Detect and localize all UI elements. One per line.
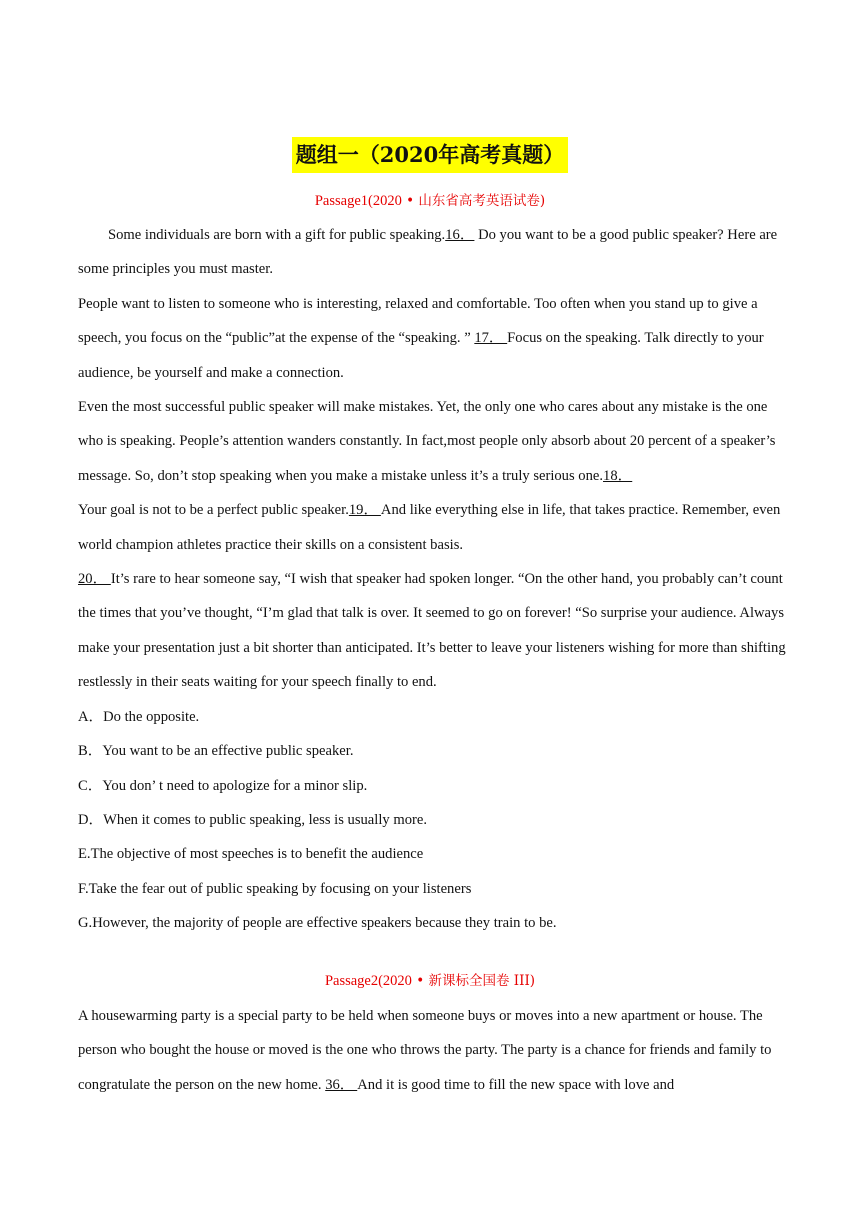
paragraph-text: And it is good time to fill the new space with love and bbox=[357, 1076, 675, 1093]
passage1-paragraph bbox=[78, 562, 788, 700]
option-a: A．Do the opposite. bbox=[78, 708, 200, 725]
passage2-body bbox=[78, 999, 788, 1102]
paragraph-text: Do you want to be a good public speaker? Here are some principles you must master. bbox=[78, 227, 778, 278]
blank-18: 18． bbox=[603, 467, 633, 484]
title-wrap bbox=[0, 137, 860, 173]
paragraph-text: And like everything else in life, that takes practice. Remember, even world champion athletes practice their skills on a consistent basis. bbox=[78, 502, 781, 553]
passage2-paragraph bbox=[78, 999, 788, 1102]
option-d: D．When it comes to public speaking, less is usually more. bbox=[78, 811, 427, 828]
option-g: G.However, the majority of people are effective speakers because they train to be. bbox=[78, 915, 557, 932]
passage2-heading bbox=[0, 971, 860, 991]
blank-17: 17． bbox=[474, 330, 508, 347]
paragraph-text: People want to listen to someone who is interesting, relaxed and comfortable. Too often when you stand up to give a speech, you focus on the “public”at the expense of the “speaking. ” bbox=[78, 295, 758, 347]
passage2-heading-name: Passage2(2020 bbox=[324, 973, 412, 989]
option-f: F.Take the fear out of public speaking by focusing on your listeners bbox=[78, 880, 472, 897]
blank-36: 36． bbox=[325, 1076, 358, 1093]
passage1-paragraph bbox=[78, 287, 788, 390]
passage1-body bbox=[78, 218, 788, 941]
paragraph-text: A housewarming party is a special party to be held when someone buys or moves into a new apartment or house. The person who bought the house or moved is the one who throws the party. The party is a chance for friends and family to congratulate the person on the new home. bbox=[78, 1008, 772, 1093]
blank-19: 19． bbox=[348, 502, 381, 519]
blank-20: 20． bbox=[78, 571, 111, 588]
paragraph-text: Even the most successful public speaker will make mistakes. Yet, the only one who cares about any mistake is the one who is speaking. People’s attention wanders constantly. In fact,most people only absorb about 20 percent of a speaker’s message. So, don’t stop speaking when you make a mistake unless it’s a truly serious one. bbox=[78, 399, 776, 484]
option-b: B．You want to be an effective public speaker. bbox=[78, 743, 354, 760]
passage1-paragraph bbox=[78, 493, 788, 562]
paragraph-text: It’s rare to hear someone say, “I wish that speaker had spoken longer. “On the other hand, you probably can’t count the times that you’ve thought, “I’m glad that talk is over. It seemed to go on forever! “So surprise your audience. Always make your presentation just a bit shorter than anticipated. It’s better to leave your listeners wishing for more than shifting restlessly in their seats waiting for your speech finally to end. bbox=[78, 571, 786, 691]
passage1-paragraph bbox=[78, 218, 788, 287]
passage1-paragraph bbox=[78, 390, 788, 493]
paragraph-text: Some individuals are born with a gift for public speaking. bbox=[108, 227, 446, 243]
passage1-heading-source: • 山东省高考英语试卷) bbox=[401, 193, 546, 209]
passage1-heading-name: Passage1(2020 bbox=[314, 193, 402, 209]
paragraph-text: Focus on the speaking. Talk directly to your audience, be yourself and make a connection. bbox=[78, 330, 764, 381]
paragraph-text: Your goal is not to be a perfect public speaker. bbox=[78, 502, 349, 519]
page-title: 题组一（2020年高考真题） bbox=[292, 137, 568, 173]
passage2-heading-source: • 新课标全国卷 III) bbox=[411, 973, 536, 989]
option-c: C．You don’ t need to apologize for a minor slip. bbox=[78, 777, 368, 794]
passage1-heading bbox=[0, 191, 860, 211]
blank-16: 16． bbox=[445, 227, 475, 243]
option-e: E.The objective of most speeches is to benefit the audience bbox=[78, 846, 424, 863]
